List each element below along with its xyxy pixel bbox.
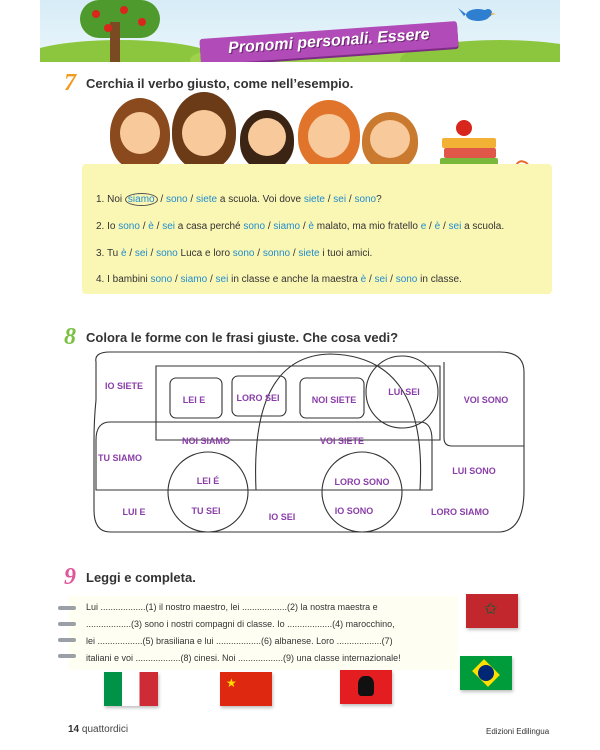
verb-option: è <box>308 221 314 232</box>
shape-label: LEI E <box>182 395 206 405</box>
verb-option: sono <box>165 194 188 205</box>
sentence-text: 2. Io <box>96 221 119 232</box>
sentence-text: / <box>254 248 263 259</box>
shape-label: LUI SEI <box>388 387 420 397</box>
exercise-9-number: 9 <box>64 564 76 590</box>
page-number: 14 <box>68 724 80 735</box>
sentence-text: / <box>426 221 435 232</box>
sentence-text: 1. Noi <box>96 194 125 205</box>
page-title: Pronomi personali. Essere <box>227 25 431 58</box>
shape-label: TU SIAMO <box>98 453 142 463</box>
sentence-text: / <box>187 194 196 205</box>
verb-option: sono <box>150 274 173 285</box>
sentence-text: a scuola. Voi dove <box>217 194 304 205</box>
sentence-text: / <box>153 221 163 232</box>
sentence-text: / <box>387 274 396 285</box>
verb-option: è <box>121 248 127 259</box>
sentence-text: / <box>157 194 166 205</box>
verb-option: è <box>148 221 154 232</box>
shape-label: LORO SONO <box>334 477 390 487</box>
exercise-7-instruction: Cerchia il verbo giusto, come nell’esempio. <box>86 76 354 91</box>
verb-option: sonno <box>262 248 291 259</box>
outer-shape <box>94 352 524 532</box>
publisher-name: Edizioni Edilingua <box>486 727 550 736</box>
sentence-text: 4. I bambini <box>96 274 151 285</box>
verb-option: sono <box>232 248 255 259</box>
exercise-8-number: 8 <box>64 324 76 350</box>
sentence-text: malato, ma mio fratello <box>313 221 421 232</box>
verb-option: sei <box>215 274 229 285</box>
shape-label: VOI SONO <box>463 395 509 405</box>
fill-line-2: ..................(3) sono i nostri compagni di classe. Io ..................(4) marocchino, <box>86 619 395 629</box>
brazil-flag <box>460 656 512 690</box>
sentence-text: / <box>440 221 449 232</box>
verb-option: siete <box>298 248 320 259</box>
circled-example: siamo <box>125 193 158 206</box>
shape-label: NOI SIETE <box>311 395 357 405</box>
sentence-text: ? <box>376 194 382 205</box>
sentence-text: / <box>265 221 274 232</box>
verb-option: e <box>420 221 427 232</box>
verb-option: è <box>434 221 441 232</box>
sentence-text: / <box>147 248 157 259</box>
exercise-8-instruction: Colora le forme con le frasi giuste. Che cosa vedi? <box>86 330 399 345</box>
sentence-text: / <box>300 221 309 232</box>
sentence-text: a casa perché <box>174 221 244 232</box>
sentence-text: 3. Tu <box>96 248 122 259</box>
shape-label: IO SIETE <box>104 381 144 391</box>
verb-option: sono <box>395 274 418 285</box>
verb-option: sono <box>156 248 178 259</box>
shape-label: LORO SEI <box>236 393 280 403</box>
shape-label: TU SEI <box>191 506 221 516</box>
verb-option: siete <box>303 194 325 205</box>
shape-label: IO SONO <box>334 506 374 516</box>
verb-option: sei <box>162 221 175 232</box>
morocco-flag: ✩ <box>466 594 518 628</box>
verb-option: sono <box>118 221 140 232</box>
verb-option: sei <box>333 194 347 205</box>
verb-option: sono <box>243 221 266 232</box>
fill-line-4: italiani e voi ..................(8) cinesi. Noi ..................(9) una classe internazionale! <box>86 653 401 663</box>
verb-option: siete <box>195 194 218 205</box>
albania-flag <box>340 670 392 704</box>
italy-flag <box>104 672 158 706</box>
shape-label: LUI SONO <box>452 466 496 476</box>
shape-label: IO SEI <box>268 512 296 522</box>
sentence-text: / <box>366 274 375 285</box>
wheel-right <box>322 452 402 532</box>
sentence-text: / <box>324 194 334 205</box>
shape-label: LUI E <box>122 507 146 517</box>
verb-option: siamo <box>273 221 301 232</box>
shape-label: VOI SIETE <box>319 436 365 446</box>
ring-icon <box>58 622 76 626</box>
wheel-left <box>168 452 248 532</box>
sentence-text: a scuola. <box>461 221 505 232</box>
page-footer <box>68 724 128 735</box>
verb-option: sei <box>374 274 388 285</box>
verb-option: siamo <box>180 274 208 285</box>
ring-icon <box>58 654 76 658</box>
fill-line-3: lei ..................(5) brasiliana e lui ..................(6) albanese. Loro ..................(7) <box>86 636 393 646</box>
sentence-text: / <box>346 194 355 205</box>
sentence-text: i tuoi amici. <box>319 248 373 259</box>
fill-line-1: Lui ..................(1) il nostro maestro, lei ..................(2) la nostra maestra e <box>86 602 378 612</box>
sentence-text: / <box>172 274 181 285</box>
sentence-text: in classe. <box>417 274 462 285</box>
ring-icon <box>58 638 76 642</box>
notebook-text <box>68 596 458 670</box>
verb-option: sei <box>448 221 462 232</box>
china-flag: ★ <box>220 672 272 706</box>
verb-option: è <box>360 274 367 285</box>
sentence-text: Luca e loro <box>177 248 233 259</box>
sentence-text: in classe e anche la maestra <box>228 274 361 285</box>
page-word: quattordici <box>81 724 129 735</box>
sentence-text: / <box>207 274 216 285</box>
shape-label: LEI É <box>196 476 220 486</box>
sentence-text: / <box>139 221 149 232</box>
ring-icon <box>58 606 76 610</box>
exercise-9-instruction: Leggi e completa. <box>86 570 196 585</box>
sentence-text: / <box>290 248 299 259</box>
verb-option: sono <box>354 194 377 205</box>
verb-option: sei <box>134 248 148 259</box>
sentence-text: / <box>126 248 135 259</box>
exercise-7-number: 7 <box>64 70 76 96</box>
shape-label: NOI SIAMO <box>181 436 231 446</box>
shape-label: LORO SIAMO <box>431 507 489 517</box>
